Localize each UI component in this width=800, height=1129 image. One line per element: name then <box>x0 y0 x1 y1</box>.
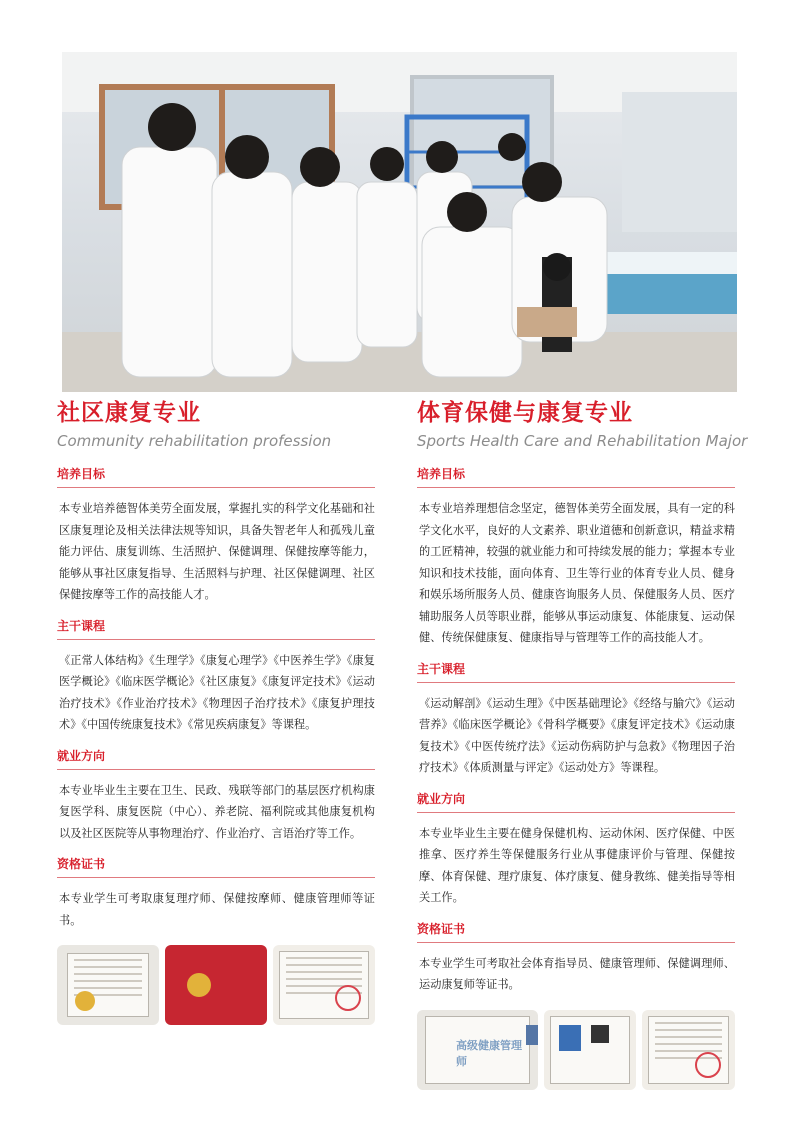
section-heading-employment: 就业方向 <box>417 791 466 806</box>
section-text-certificates: 本专业学生可考取社会体育指导员、健康管理师、保健调理师、运动康复师等证书。 <box>419 956 735 991</box>
section-divider <box>57 877 375 878</box>
major-title: 体育保健与康复专业 <box>417 400 633 426</box>
section-heading-certificates: 资格证书 <box>57 857 106 871</box>
section-divider <box>417 487 735 488</box>
section-divider <box>57 639 375 640</box>
section-divider <box>57 769 375 770</box>
certificate-image-photo <box>544 1010 637 1090</box>
section-text-certificates: 本专业学生可考取康复理疗师、保健按摩师、健康管理师等证书。 <box>59 892 375 927</box>
classroom-photo-illustration <box>62 52 737 392</box>
section-text-courses: 《运动解剖》《运动生理》《中医基础理论》《经络与腧穴》《运动营养》《临床医学概论》《骨科学概要》《康复评定技术》《运动康复技术》《中医传统疗法》《运动伤病防护与急救》《物理因子治疗技术》《体质测量与评定》《运动处方》等课程。 <box>419 696 735 774</box>
section-heading-goal: 培养目标 <box>417 467 466 481</box>
section-heading-courses: 主干课程 <box>417 661 466 676</box>
section-divider <box>417 682 735 683</box>
certificate-image-open <box>273 945 375 1025</box>
major-title-en: Community rehabilitation profession <box>57 432 332 450</box>
major-title: 社区康复专业 <box>57 400 201 426</box>
certificate-image-paper <box>57 945 159 1025</box>
section-text-courses: 《正常人体结构》《生理学》《康复心理学》《中医养生学》《康复医学概论》《临床医学概论》《社区康复》《康复评定技术》《运动治疗技术》《作业治疗技术》《物理因子治疗技术》《康复护理技术》《中国传统康复技术》《常见疾病康复》等课程。 <box>59 653 375 731</box>
certificate-images <box>417 1010 735 1090</box>
section-heading-courses: 主干课程 <box>57 618 106 633</box>
major-title-en: Sports Health Care and Rehabilitation Major <box>417 432 748 450</box>
section-text-employment: 本专业毕业生主要在健身保健机构、运动休闲、医疗保健、中医推拿、医疗养生等保健服务行业从事健康评价与管理、保健按摩、体育保健、理疗康复、体疗康复、健身教练、健美指导等相关工作。 <box>419 826 735 904</box>
section-text-goal: 本专业培养德智体美劳全面发展，掌握扎实的科学文化基础和社区康复理论及相关法律法规等知识，具备失智老年人和孤残儿童能力评估、康复训练、生活照护、保健调理、保健按摩等能力，能够从事社区康复指导、生活照料与护理、社区保健调理、社区保健按摩等工作的高技能人才。 <box>59 502 375 601</box>
classroom-photo <box>62 52 737 392</box>
section-heading-goal: 培养目标 <box>57 467 106 481</box>
section-divider <box>417 812 735 813</box>
section-divider <box>417 942 735 943</box>
certificate-caption: 高级健康管理师 <box>456 1038 522 1068</box>
section-divider <box>57 487 375 488</box>
certificate-image-health-manager <box>417 1010 538 1090</box>
certificate-image-open <box>642 1010 735 1090</box>
certificate-image-cover <box>165 945 267 1025</box>
section-text-goal: 本专业培养理想信念坚定，德智体美劳全面发展，具有一定的科学文化水平，良好的人文素养、职业道德和创新意识，精益求精的工匠精神，较强的就业能力和可持续发展的能力；掌握本专业知识和技术技能，面向体育、卫生等行业的体育专业人员、健身和娱乐场所服务人员、健康咨询服务人员、保健服务人员、医疗辅助服务人员等职业群，能够从事运动康复、体能康复、运动保健、传统保健康复、健康指导与管理等工作的高技能人才。 <box>419 502 735 644</box>
certificate-images <box>57 945 375 1025</box>
section-heading-certificates: 资格证书 <box>417 921 466 936</box>
sports-rehab-column <box>417 398 748 1090</box>
section-text-employment: 本专业毕业生主要在卫生、民政、残联等部门的基层医疗机构康复医学科、康复医院（中心）、养老院、福利院或其他康复机构以及社区医院等从事物理治疗、作业治疗、言语治疗等工作。 <box>59 783 375 840</box>
section-heading-employment: 就业方向 <box>57 748 106 763</box>
community-rehab-column <box>57 398 375 1025</box>
